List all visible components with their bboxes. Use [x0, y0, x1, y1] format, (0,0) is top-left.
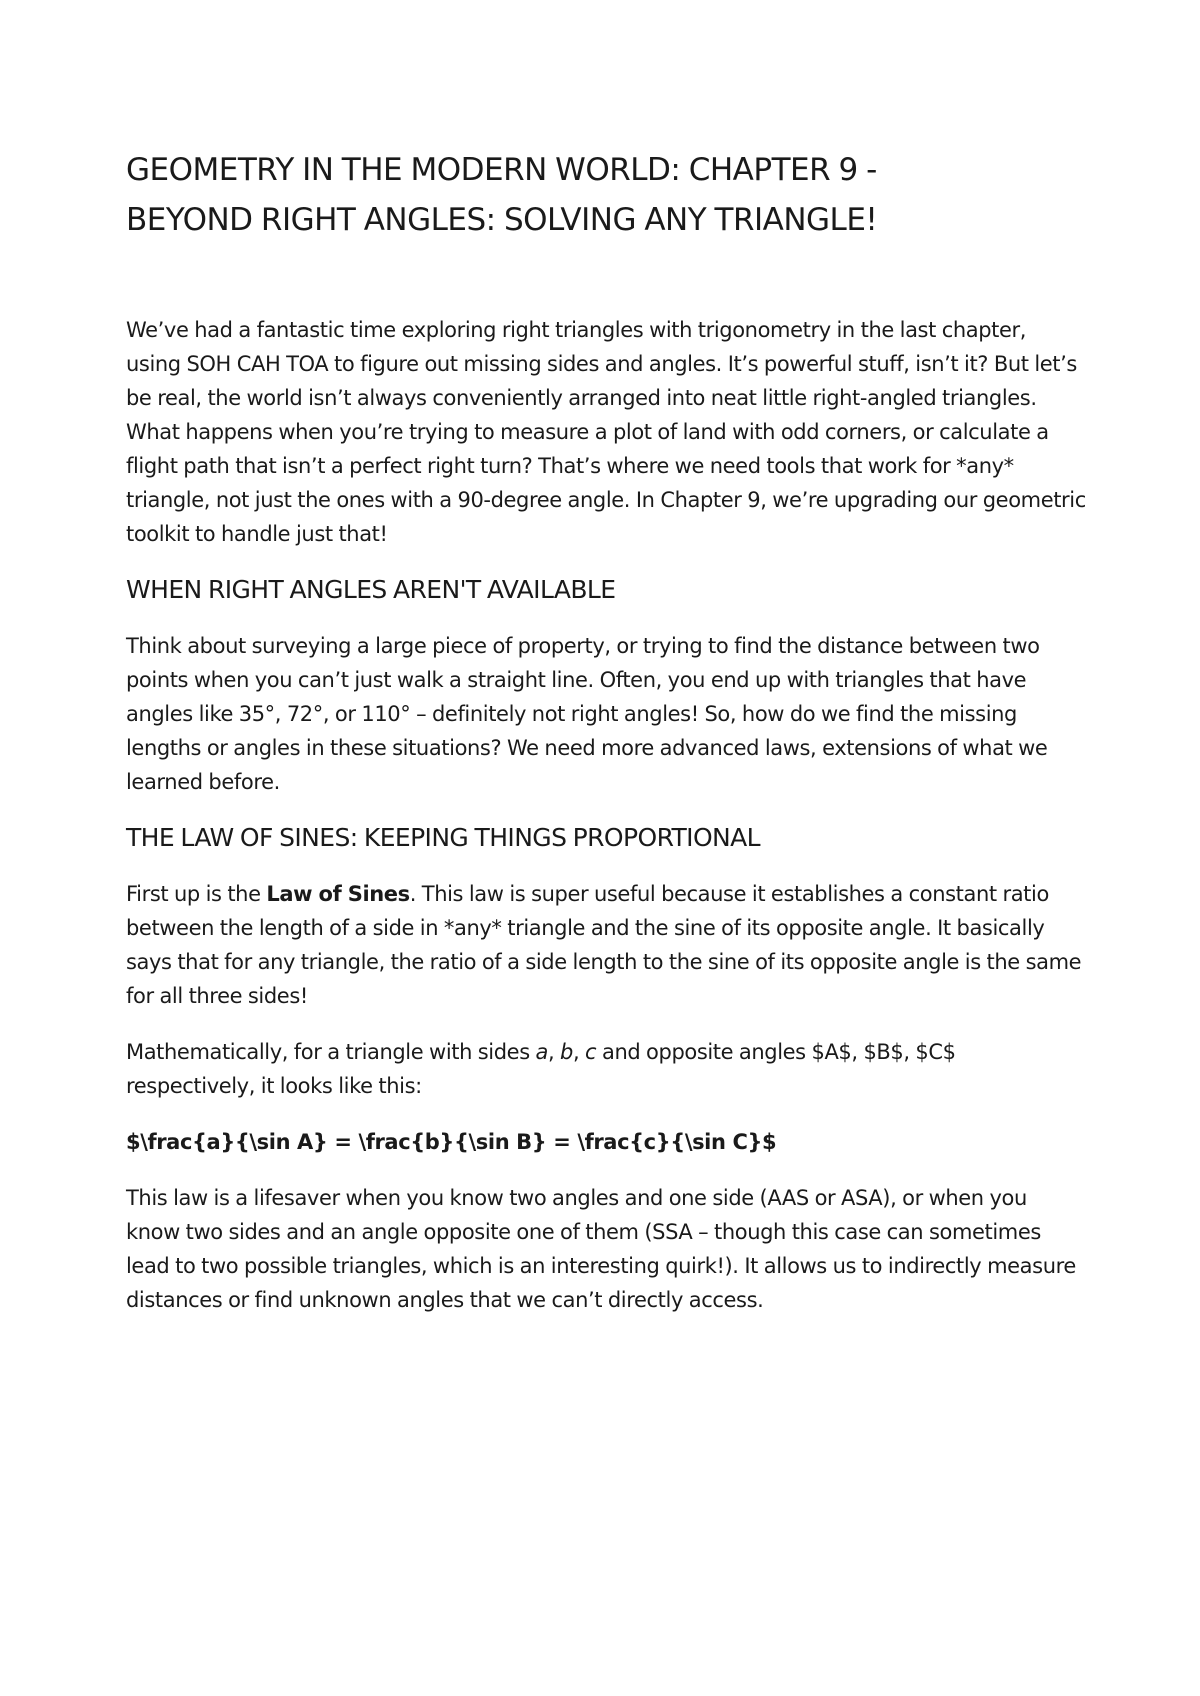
law-of-sines-paragraph	[126, 877, 1086, 1013]
side-b: b	[560, 1040, 573, 1064]
section-right-angles-body: Think about surveying a large piece of property, or trying to find the distance between two points when you can’t just walk a straight line. Often, you end up with triangles that have angles like 35°, 72°, or 110° – definitely not right angles! So, how do we find the missing lengths or angles in these situations? We need more advanced laws, extensions of what we learned before.	[126, 634, 1048, 794]
title-line-2: BEYOND RIGHT ANGLES: SOLVING ANY TRIANGLE!	[126, 202, 878, 238]
title-line-1: GEOMETRY IN THE MODERN WORLD: CHAPTER 9 -	[126, 152, 877, 188]
math-intro-before: Mathematically, for a triangle with sides	[126, 1040, 536, 1064]
intro-paragraph: We’ve had a fantastic time exploring right triangles with trigonometry in the last chapter, using SOH CAH TOA to figure out missing sides and angles. It’s powerful stuff, isn’t it? But let’s be real, the world isn’t always conveniently arranged into neat little right-angled triangles. What happens when you’re trying to measure a plot of land with odd corners, or calculate a flight path that isn’t a perfect right turn? That’s where we need tools that work for *any* triangle, not just the ones with a 90-degree angle. In Chapter 9, we’re upgrading our geometric toolkit to handle just that!	[126, 318, 1086, 546]
math-intro-after: and opposite angles $A$, $B$, $C$ respectively, it looks like this:	[126, 1040, 956, 1098]
law-of-sines-usage-paragraph: This law is a lifesaver when you know two angles and one side (AAS or ASA), or when you know two sides and an angle opposite one of them (SSA – though this case can sometimes lead to two possible triangles, which is an interesting quirk!). It allows us to indirectly measure distances or find unknown angles that we can’t directly access.	[126, 1186, 1076, 1312]
document-title	[126, 145, 1086, 245]
law-of-sines-text-before: First up is the	[126, 882, 267, 906]
sep-2: ,	[572, 1040, 586, 1064]
math-intro-paragraph	[126, 1035, 1086, 1103]
side-c: c	[585, 1040, 597, 1064]
law-of-sines-formula: $\frac{a}{\sin A} = \frac{b}{\sin B} = \frac{c}{\sin C}$	[126, 1130, 777, 1154]
section-heading-law-of-sines: THE LAW OF SINES: KEEPING THINGS PROPORTIONAL	[126, 823, 760, 852]
law-of-sines-term: Law of Sines	[266, 882, 410, 906]
side-a: a	[535, 1040, 548, 1064]
section-heading-right-angles: WHEN RIGHT ANGLES AREN'T AVAILABLE	[126, 575, 616, 604]
law-of-sines-text-after: . This law is super useful because it establishes a constant ratio between the length of a side in *any* triangle and the sine of its opposite angle. It basically says that for any triangle, the ratio of a side length to the sine of its opposite angle is the same for all three sides!	[126, 882, 1082, 1008]
document-page	[126, 145, 1086, 1339]
sep-1: ,	[547, 1040, 561, 1064]
